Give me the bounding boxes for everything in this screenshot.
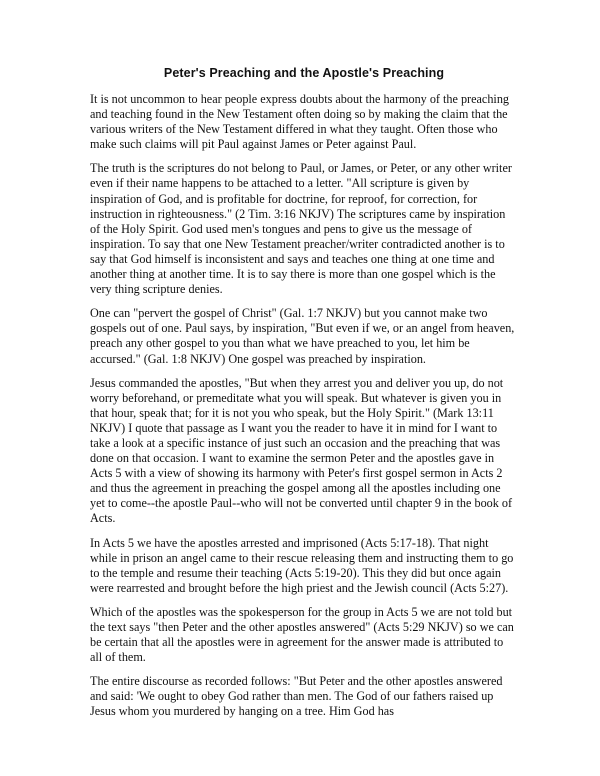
document-title: Peter's Preaching and the Apostle's Preaching bbox=[163, 66, 445, 80]
paragraph-6: Which of the apostles was the spokesperson for the group in Acts 5 we are not told but the text says "then Peter and the other apostles answered" (Acts 5:29 NKJV) so we can be certain that all the apostles were in agreement for the answer made is attributed to all of them. bbox=[90, 604, 514, 665]
paragraph-3: One can "pervert the gospel of Christ" (Gal. 1:7 NKJV) but you cannot make two gospels out of one. Paul says, by inspiration, "But even if we, or an angel from heaven, preach any other gospel to you than what we have preached to you, let him be accursed." (Gal. 1:8 NKJV) One gospel was preached by inspiration. bbox=[90, 306, 515, 366]
paragraph-2: The truth is the scriptures do not belong to Paul, or James, or Peter, or any other writer even if their name happens to be attached to a letter. "All scripture is given by inspiration of God, and is profitable for doctrine, for reproof, for correction, for instruction in righteousness." (2 Tim. 3:16 NKJV) The scriptures came by inspiration of the Holy Spirit. God used men's tongues and pens to give us the message of inspiration. To say that one New Testament preacher/writer contradicted another is to say that God himself is inconsistent and says and teaches one thing at one time and another thing at another time. It is to say there is more than one gospel which is the very thing scripture denies. bbox=[90, 161, 512, 297]
paragraph-4: Jesus commanded the apostles, "But when they arrest you and deliver you up, do not worry beforehand, or premeditate what you will speak. But whatever is given you in that hour, speak that; for it is not you who speak, but the Holy Spirit." (Mark 13:11 NKJV) I quote that passage as I want you the reader to have it in mind for I want to take a look at a specific instance of just such an occasion and the preaching that was done on that occasion. I want to examine the sermon Peter and the apostles gave in Acts 5 with a view of showing its harmony with Peter's first gospel sermon in Acts 2 and thus the agreement in preaching the gospel among all the apostles including one yet to come--the apostle Paul--who will not be converted until chapter 9 in the book of Acts. bbox=[90, 375, 513, 526]
paragraph-1: It is not uncommon to hear people express doubts about the harmony of the preaching and teaching found in the New Testament often doing so by making the claim that the various writers of the New Testament differed in what they taught. Often those who make such claims will pit Paul against James or Peter against Paul. bbox=[90, 92, 510, 152]
paragraph-5: In Acts 5 we have the apostles arrested and imprisoned (Acts 5:17-18). That night while in prison an angel came to their rescue releasing them and instructing them to go to the temple and resume their teaching (Acts 5:19-20). This they did but once again were rearrested and brought before the high priest and the Jewish council (Acts 5:27). bbox=[90, 535, 514, 595]
document-page bbox=[90, 66, 518, 729]
paragraph-7: The entire discourse as recorded follows: "But Peter and the other apostles answered and said: 'We ought to obey God rather than men. The God of our fathers raised up Jesus whom you murdered by hanging on a tree. Him God has bbox=[90, 674, 503, 719]
